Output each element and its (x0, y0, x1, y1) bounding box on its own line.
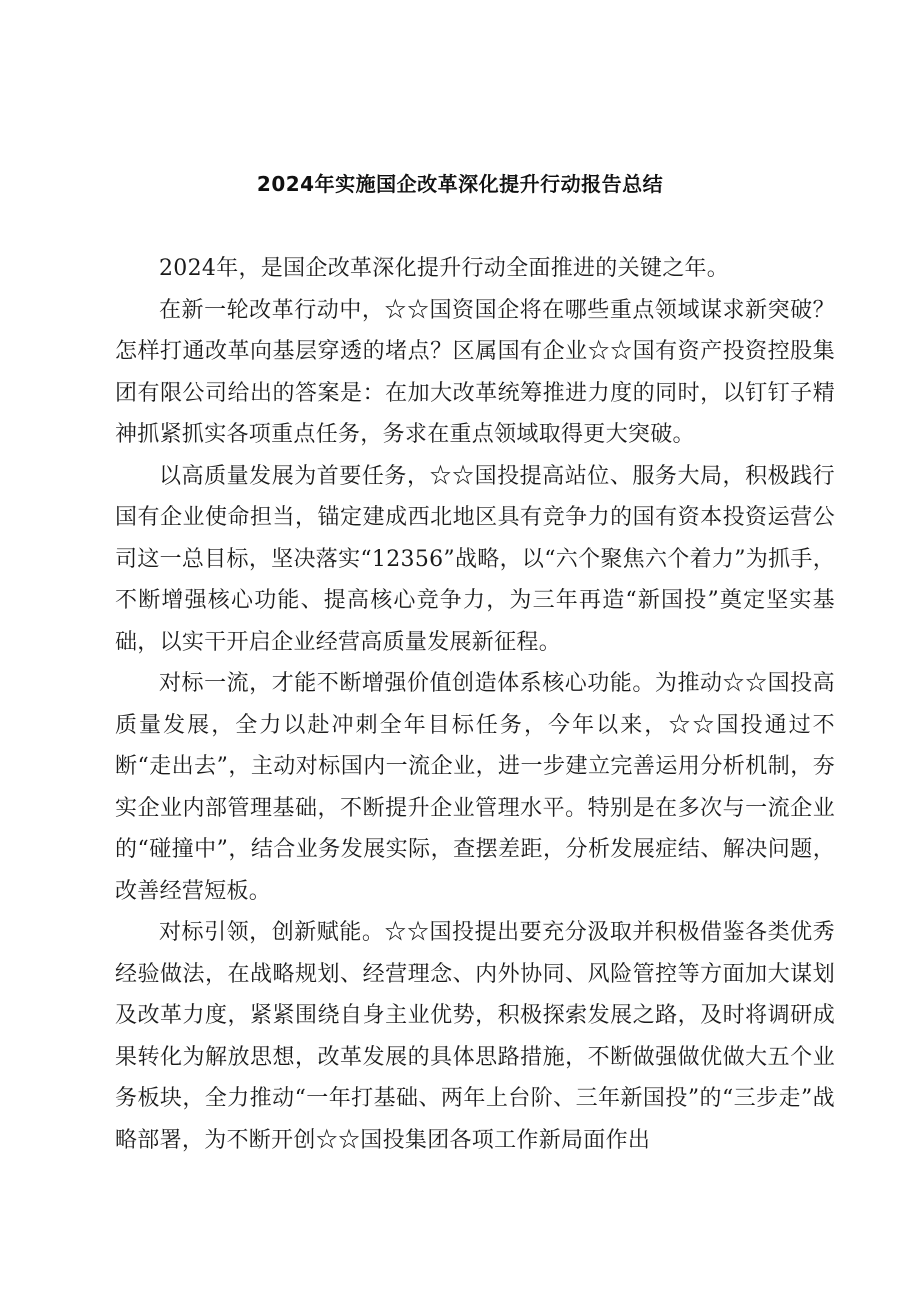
paragraph: 对标引领，创新赋能。☆☆国投提出要充分汲取并积极借鉴各类优秀经验做法，在战略规划、经营理念、内外协同、风险管控等方面加大谋划及改革力度，紧紧围绕自身主业优势，积极探索发展之路，及时将调研成果转化为解放思想，改革发展的具体思路措施，不断做强做优做大五个业务板块，全力推动“一年打基础、两年上台阶、三年新国投”的“三步走”战略部署，为不断开创☆☆国投集团各项工作新局面作出 (115, 920, 835, 1153)
paragraph: 以高质量发展为首要任务，☆☆国投提高站位、服务大局，积极践行国有企业使命担当，锚定建成西北地区具有竞争力的国有资本投资运营公司这一总目标，坚决落实“12356”战略，以“六个聚焦六个着力”为抓手，不断增强核心功能、提高核心竞争力，为三年再造“新国投”奠定坚实基础，以实干开启企业经营高质量发展新征程。 (115, 463, 835, 655)
paragraph: 在新一轮改革行动中，☆☆国资国企将在哪些重点领域谋求新突破？怎样打通改革向基层穿透的堵点？区属国有企业☆☆国有资产投资控股集团有限公司给出的答案是：在加大改革统筹推进力度的同时，以钉钉子精神抓紧抓实各项重点任务，务求在重点领域取得更大突破。 (115, 297, 835, 447)
paragraph: 对标一流，才能不断增强价值创造体系核心功能。为推动☆☆国投高质量发展，全力以赴冲刺全年目标任务，今年以来，☆☆国投通过不断“走出去”，主动对标国内一流企业，进一步建立完善运用分析机制，夯实企业内部管理基础，不断提升企业管理水平。特别是在多次与一流企业的“碰撞中”，结合业务发展实际，查摆差距，分析发展症结、解决问题，改善经营短板。 (115, 671, 835, 904)
document-title: 2024年实施国企改革深化提升行动报告总结 (256, 172, 664, 196)
document-body (115, 248, 835, 1161)
paragraph: 2024年，是国企改革深化提升行动全面推进的关键之年。 (159, 256, 730, 281)
